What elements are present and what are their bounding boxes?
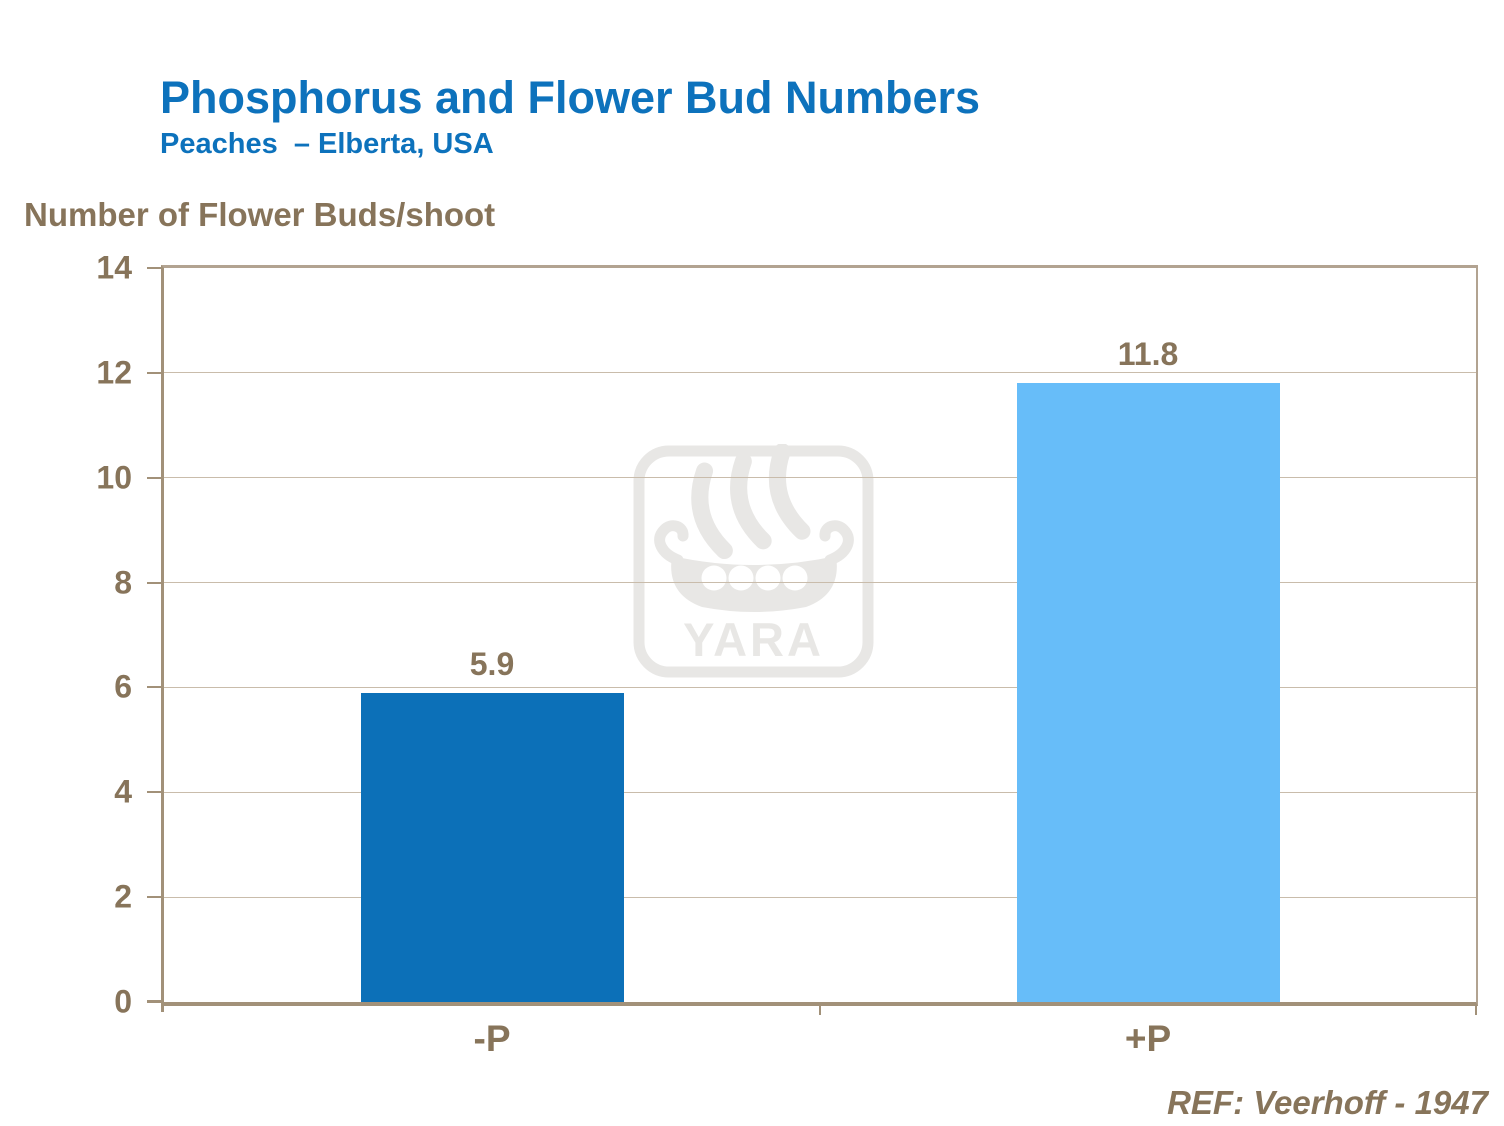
chart-subtitle: Peaches – Elberta, USA: [160, 128, 494, 160]
y-axis-tick-mark-8: [147, 582, 162, 584]
bars: [164, 268, 1476, 1002]
y-axis-tick-label-2: 2: [114, 878, 132, 915]
bar-value-+P: 11.8: [1117, 336, 1179, 373]
yara-watermark-label: YARA: [683, 613, 824, 666]
x-axis-boundary-tick-2: [1475, 1004, 1477, 1015]
plot-area: [161, 265, 1478, 1006]
zero-tick-mark: [147, 1000, 161, 1002]
y-axis-tick-label-4: 4: [114, 773, 132, 810]
y-axis-tick-mark-2: [147, 896, 162, 898]
y-axis-tick-label-12: 12: [96, 354, 132, 391]
bar-value--P: 5.9: [469, 645, 515, 682]
y-axis-title: Number of Flower Buds/shoot: [24, 196, 496, 233]
chart-title: Phosphorus and Flower Bud Numbers: [160, 72, 981, 123]
y-axis-tick-mark-14: [147, 267, 162, 269]
x-axis-label--P: -P: [473, 1018, 511, 1059]
y-axis-tick-mark-12: [147, 372, 162, 374]
x-axis-boundary-tick-1: [819, 1004, 821, 1015]
bar-+P: [1017, 383, 1280, 1002]
y-axis-tick-mark-4: [147, 791, 162, 793]
y-axis-extension: [161, 1004, 164, 1012]
y-axis-tick-label-0: 0: [114, 983, 132, 1020]
y-axis-tick-mark-6: [147, 686, 162, 688]
y-axis-tick-label-8: 8: [114, 564, 132, 601]
y-axis-tick-label-10: 10: [96, 459, 132, 496]
y-axis-tick-mark-10: [147, 477, 162, 479]
x-axis-label-+P: +P: [1124, 1018, 1172, 1059]
reference-text: REF: Veerhoff - 1947: [1167, 1084, 1488, 1121]
bar--P: [361, 693, 624, 1002]
y-axis-tick-label-14: 14: [96, 249, 132, 286]
y-axis-tick-label-6: 6: [114, 668, 132, 705]
